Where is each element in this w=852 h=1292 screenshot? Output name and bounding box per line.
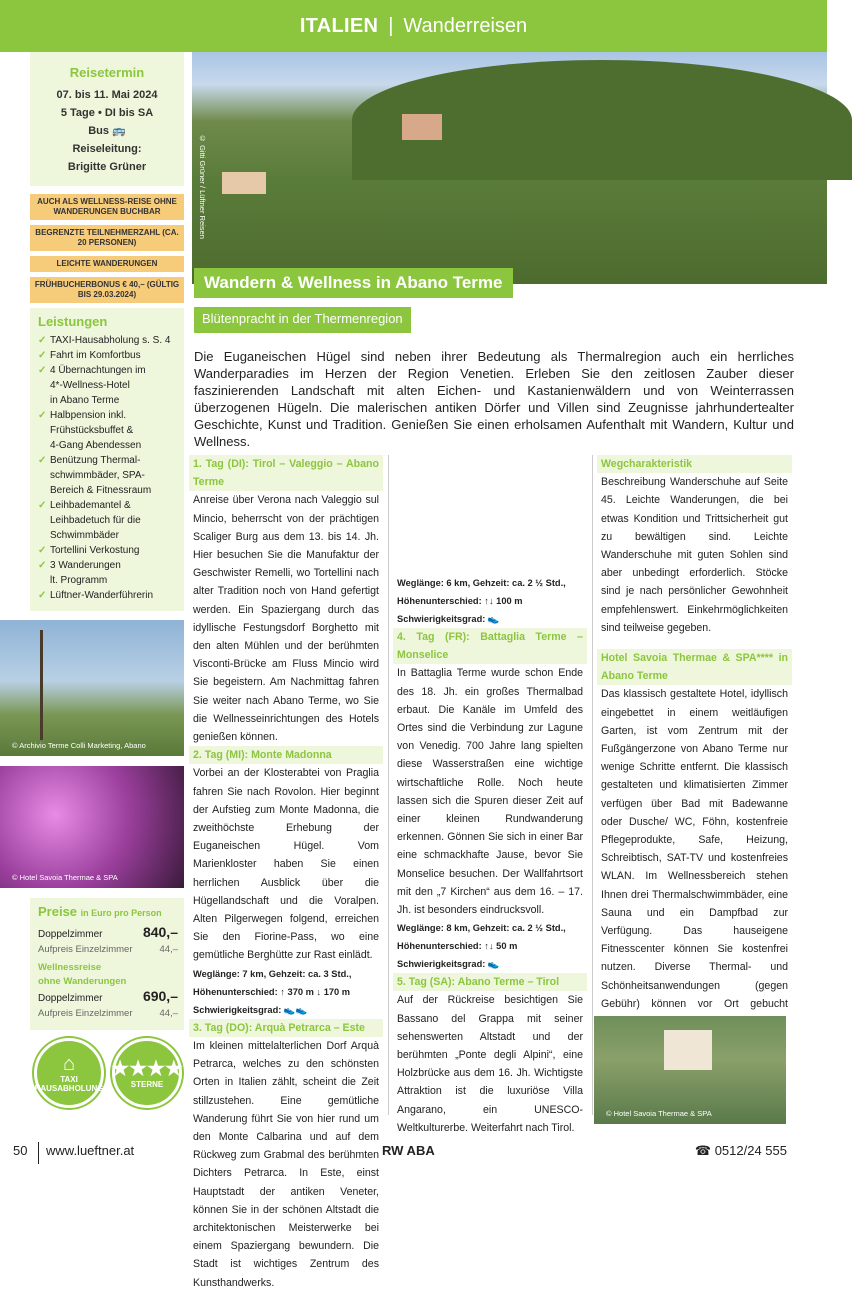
price-label: Aufpreis Einzelzimmer — [38, 1008, 133, 1019]
page-number: 50 — [13, 1143, 28, 1158]
stars-badge — [112, 1038, 182, 1108]
reisetermin-box — [30, 52, 184, 186]
leistung-item: ✓ Lüftner-Wanderführerin — [38, 588, 178, 603]
weg-text: Beschreibung Wanderschuhe auf Seite 45. Leichte Wanderungen, die bei etwas Kondition und Trittsicherheit gut zu bewältigen sind. Leichte Wanderschuhe mit guten Sohlen sind aber unbedingt erforderlich. Stöcke sind je nach persönlicher Gewohnheit empfehlenswert. Einkehrmöglichkeiten sind teilweise gegeben. — [601, 476, 788, 634]
note-wellness: AUCH ALS WELLNESS-REISE OHNE WANDERUNGEN BUCHBAR — [30, 194, 184, 220]
building-shape — [664, 1030, 712, 1070]
tree-shape — [40, 630, 120, 740]
leistung-item: ✓ Tortellini Verkostung — [38, 543, 178, 558]
day-text: Anreise über Verona nach Valeggio sul Mincio, beherrscht von der prächtigen Scaliger Burg aus dem 13. bis 14. Jh. Hier besuchen Sie die Manufaktur der Geschwister Remelli, wo Tortellini nach alter Tradition noch von Hand gefertigt werden. Ein Spaziergang durch das idyllische Festungsdorf Borghetto mit den alten Mühlen und der berühmten Visconti-Brücke am Fluss Mincio wird Sie begeistern. Am Nachmittag fahren Sie weiter nach Abano Terme, wo Sie die Wellnesseinrichtungen des Hotels genießen können. — [193, 494, 379, 744]
star-icon: ★★★★ — [111, 1057, 183, 1080]
day-text: Auf der Rückreise besichtigen Sie Bassano del Grappa mit seiner sehenswerten Altstadt und der berühmten „Ponte degli Alpini“, eine Holzbrücke aus dem 16. Jh. Wichtigste Attraktion ist die luxuriöse Villa Angarano, ein UNESCO-Weltkulturerbe. Weiterfahrt nach Tirol. — [397, 994, 583, 1134]
price-value: 44,– — [159, 944, 178, 955]
column-3 — [601, 455, 788, 1031]
walk-facts: Schwierigkeitsgrad: 👟👟 — [193, 1004, 308, 1015]
preise-box — [30, 898, 184, 1030]
villa-shape — [402, 114, 442, 140]
price-row — [38, 989, 178, 1006]
category-title: Wanderreisen — [403, 14, 528, 37]
photo-hotel — [594, 1016, 786, 1124]
hotel-heading: Hotel Savoia Thermae & SPA**** in Abano Terme — [597, 649, 792, 685]
price-row — [38, 925, 178, 942]
travel-date: 07. bis 11. Mai 2024 — [56, 89, 158, 101]
walk-facts: Höhenunterschied: ↑ 370 m ↓ 170 m — [193, 986, 351, 997]
price-row — [38, 1006, 178, 1021]
walk-facts: Weglänge: 6 km, Gehzeit: ca. 2 ½ Std., — [397, 578, 566, 588]
day-heading: 5. Tag (SA): Abano Terme – Tirol — [393, 973, 587, 991]
price-value: 840,– — [142, 924, 178, 940]
price-value: 44,– — [159, 1008, 178, 1019]
day-text: In Battaglia Terme wurde schon Ende des 18. Jh. ein großes Thermalbad erbaut. Die Kanäle im Umfeld des Ortes sind die Verbindung zur Lagune von Venedig. 700 Jahre lang spielten diese Wasserstraßen eine wichtige wirtschaftliche Rolle. Noch heute lassen sich die Spuren dieser Zeit auf einer kleinen Rundwanderung erkennen. Gönnen Sie sich in einer Bar eine schmackhafte Jause, bevor Sie Monselice besuchen. Der Wallfahrtsort mit den „7 Kirchen“ aus dem 16. – 17. Jh. ist besonders eindrucksvoll. — [397, 667, 583, 917]
footer-divider — [38, 1142, 39, 1164]
day-heading: 4. Tag (FR): Battaglia Terme – Monselice — [393, 628, 587, 664]
note-fruehbucher: FRÜHBUCHERBONUS € 40,– (GÜLTIG BIS 29.03.2024) — [30, 277, 184, 303]
walk-facts: Schwierigkeitsgrad: 👟 — [397, 959, 500, 970]
walk-facts: Weglänge: 7 km, Gehzeit: ca. 3 Std., — [193, 968, 352, 979]
walk-facts: Weglänge: 8 km, Gehzeit: ca. 2 ½ Std., — [397, 923, 566, 934]
transport: Bus 🚌 — [88, 125, 126, 137]
hotel-text: Das klassisch gestaltete Hotel, idyllisch eingebettet in einem weitläufigen Garten, ist vom Zentrum mit der Fußgängerzone von Abano Terme nur wenige Schritte entfernt. Die klassisch gestalteten und klimatisierten Zimmer verfügen über Bad mit Badewanne oder Dusche/ WC, Föhn, kostenfreie Pflegeprodukte, Safe, Heizung, Schreibtisch, SAT-TV und kostenfreies WLAN. Im Wellnessbereich stehen Ihnen drei Thermalschwimmbäder, eine Sauna und ein Dampfbad zur Verfügung. Das hauseigene Fitnesscenter können Sie kostenfrei nutzen. Diverse Thermal- und Schönheitsanwendungen (gegen Gebühr) können vor Ort gebucht — [601, 688, 788, 1010]
photo-sauna — [0, 766, 184, 888]
leistung-item: ✓ Benützung Thermal- schwimmbäder, SPA- Bereich & Fitnessraum — [38, 453, 178, 498]
walk-facts: Höhenunterschied: ↑↓ 50 m — [397, 941, 518, 952]
column-divider — [388, 455, 389, 1115]
sidebar — [30, 52, 184, 611]
leistungen-box — [30, 308, 184, 611]
wellness-label: Wellnessreise — [38, 962, 102, 973]
taxi-badge-label: TAXI HAUSABHOLUNG — [34, 1075, 104, 1093]
photo-credit: © Hotel Savoia Thermae & SPA — [606, 1109, 712, 1118]
leitung-name: Brigitte Grüner — [67, 161, 147, 173]
leistung-item: ✓ 3 Wanderungen lt. Programm — [38, 558, 178, 588]
reisetermin-label: Reisetermin — [69, 65, 145, 80]
price-row — [38, 942, 178, 957]
header-separator: | — [388, 14, 394, 37]
notes — [30, 194, 184, 303]
hero-credit: © Gitti Grüner / Lüftner Reisen — [198, 134, 207, 239]
price-label: Aufpreis Einzelzimmer — [38, 944, 133, 955]
day-text: Vorbei an der Klosterabtei von Praglia fahren Sie nach Rovolon. Hier beginnt der Aufstieg zum Monte Madonna, die zweithöchste Erhebung der Euganeischen Hügel. Vom Marienkloster haben Sie einen herrlichen Ausblick über die Hügellandschaft und die Voralpen. Alten Pilgerwegen folgend, erreichen Sie den Fiorine-Pass, wo eine gemütliche Berghütte zur Rast einlädt. — [193, 767, 379, 962]
leistung-item: ✓ TAXI-Hausabholung s. S. 4 — [38, 333, 178, 348]
price-label: Doppelzimmer — [38, 929, 103, 940]
hero-title: Wandern & Wellness in Abano Terme — [194, 268, 513, 298]
leistung-item: ✓ 4 Übernachtungen im 4*-Wellness-Hotel in Abano Terme — [38, 363, 178, 408]
weg-heading: Wegcharakteristik — [597, 455, 792, 473]
photo-credit: © Archivio Terme Colli Marketing, Abano — [12, 741, 146, 750]
preise-label: Preise — [38, 904, 78, 919]
photo-credit: © Hotel Savoia Thermae & SPA — [12, 873, 118, 882]
page-header — [0, 0, 827, 52]
day-text: Im kleinen mittelalterlichen Dorf Arquà Petrarca, welches zu den schönsten Orten in Italien zählt, scheint die Zeit stillzustehen. Eine gemütliche Wanderung führt Sie von hier rund um den Monte Calbarina und auf dem Rückweg zum Grabmal des berühmten Dichters Petrarca. In Este, einst Hauptstadt der antiken Veneter, können Sie in der schönen Altstadt die architektonischen Meisterwerke bei einem Spaziergang bewundern. Die Stadt ist wichtiges Zentrum des Kunsthandwerks. — [193, 1039, 379, 1289]
photo-landscape-tree — [0, 620, 184, 756]
hero-photo — [192, 52, 827, 284]
leistungen-title: Leistungen — [38, 314, 108, 329]
house-icon: ⌂ — [62, 1053, 76, 1075]
website-link[interactable]: www.lueftner.at — [46, 1143, 135, 1158]
preise-title — [38, 904, 178, 919]
walk-facts: Höhenunterschied: ↑↓ 100 m — [397, 596, 523, 606]
leistung-item: ✓ Halbpension inkl. Frühstücksbuffet & 4-Gang Abendessen — [38, 408, 178, 453]
travel-duration: 5 Tage • DI bis SA — [60, 107, 154, 119]
column-divider — [592, 455, 593, 1115]
badges — [34, 1038, 184, 1130]
country-title: ITALIEN — [299, 14, 379, 37]
subtitle: Blütenpracht in der Thermenregion — [194, 307, 411, 333]
intro-text: Die Euganeischen Hügel sind neben ihrer Bedeutung als Thermalregion auch ein herrliches Wanderparadies im Herzen der Region Venetien. Erleben Sie den zeitlosen Zauber dieser faszinierenden Landschaft mit alten Eichen- und Kastanienwäldern und von Weinterrassen überzogenen Hügeln. Die malerischen antiken Dörfer und Villen sind Zeugnisse jahrhundertealter Geschichte, Kunst und Tradition. Genießen Sie einen erholsamen Aufenthalt mit Wandern, Kultur und Wellness. — [194, 349, 794, 449]
column-spacer — [397, 452, 583, 574]
preise-subtitle: in Euro pro Person — [80, 908, 162, 918]
travel-code: RW ABA — [382, 1143, 435, 1158]
phone-number[interactable]: ☎ 0512/24 555 — [694, 1143, 787, 1158]
column-2 — [397, 452, 583, 1137]
note-teilnehmer: BEGRENZTE TEILNEHMERZAHL (CA. 20 PERSONEN) — [30, 225, 184, 251]
villa-shape — [222, 172, 266, 194]
taxi-badge — [34, 1038, 104, 1108]
leistung-item: ✓ Fahrt im Komfortbus — [38, 348, 178, 363]
day-heading: 2. Tag (MI): Monte Madonna — [189, 746, 383, 764]
price-label: Doppelzimmer — [38, 993, 103, 1004]
wellness-label: ohne Wanderungen — [38, 976, 127, 987]
column-spacer — [601, 637, 788, 649]
price-value: 690,– — [142, 988, 178, 1004]
day-heading: 3. Tag (DO): Arquà Petrarca – Este — [189, 1019, 383, 1037]
stars-badge-label: STERNE — [130, 1079, 164, 1089]
day-heading: 1. Tag (DI): Tirol – Valeggio – Abano Terme — [189, 455, 383, 491]
walk-facts: Schwierigkeitsgrad: 👟 — [397, 614, 500, 624]
note-leicht: LEICHTE WANDERUNGEN — [30, 256, 184, 272]
leistung-item: ✓ Leihbademantel & Leihbadetuch für die Schwimmbäder — [38, 498, 178, 543]
leitung-label: Reiseleitung: — [72, 143, 142, 155]
footer — [0, 1138, 827, 1169]
